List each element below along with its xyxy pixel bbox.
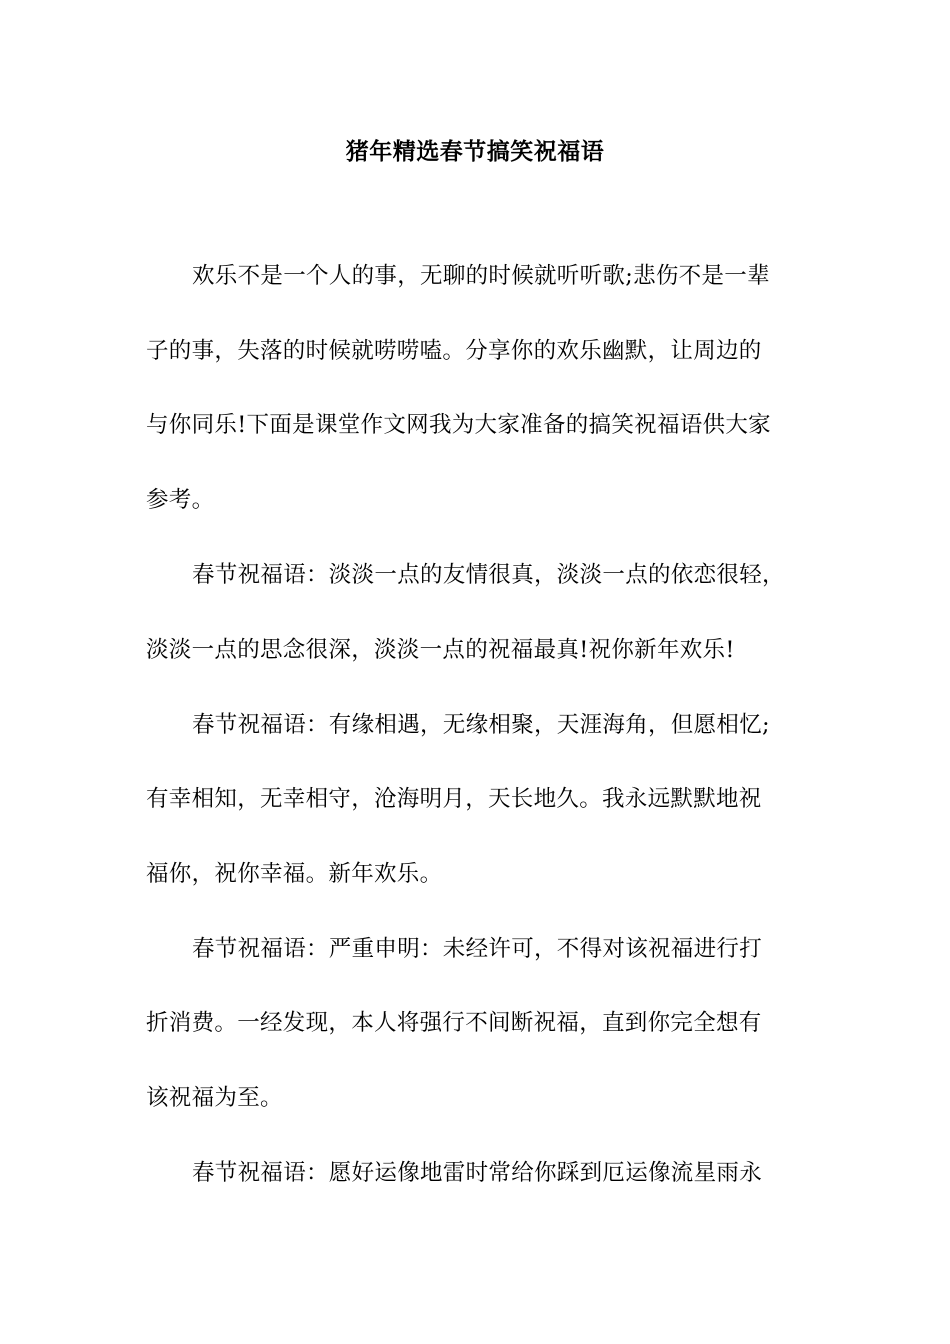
text-line: 春节祝福语：愿好运像地雷时常给你踩到厄运像流星雨永: [192, 1160, 763, 1186]
document-title: 猪年精选春节搞笑祝福语: [345, 139, 605, 165]
text-line: 福你，祝你幸福。新年欢乐。: [146, 861, 443, 887]
text-line: 欢乐不是一个人的事，无聊的时候就听听歌;悲伤不是一辈: [192, 263, 770, 289]
text-line: 子的事，失落的时候就唠唠嗑。分享你的欢乐幽默，让周边的: [146, 338, 762, 364]
text-line: 春节祝福语：有缘相遇，无缘相聚，天涯海角，但愿相忆;: [192, 712, 770, 738]
text-line: 与你同乐!下面是课堂作文网我为大家准备的搞笑祝福语供大家: [146, 412, 771, 438]
text-line: 该祝福为至。: [146, 1085, 283, 1111]
text-line: 参考。: [146, 487, 215, 513]
text-line: 春节祝福语：严重申明：未经许可，不得对该祝福进行打: [192, 936, 763, 962]
text-line: 有幸相知，无幸相守，沧海明月，天长地久。我永远默默地祝: [146, 786, 762, 812]
text-line: 折消费。一经发现，本人将强行不间断祝福，直到你完全想有: [146, 1010, 762, 1036]
text-line: 淡淡一点的思念很深，淡淡一点的祝福最真!祝你新年欢乐!: [146, 637, 735, 663]
text-line: 春节祝福语：淡淡一点的友情很真，淡淡一点的依恋很轻，: [192, 562, 785, 588]
